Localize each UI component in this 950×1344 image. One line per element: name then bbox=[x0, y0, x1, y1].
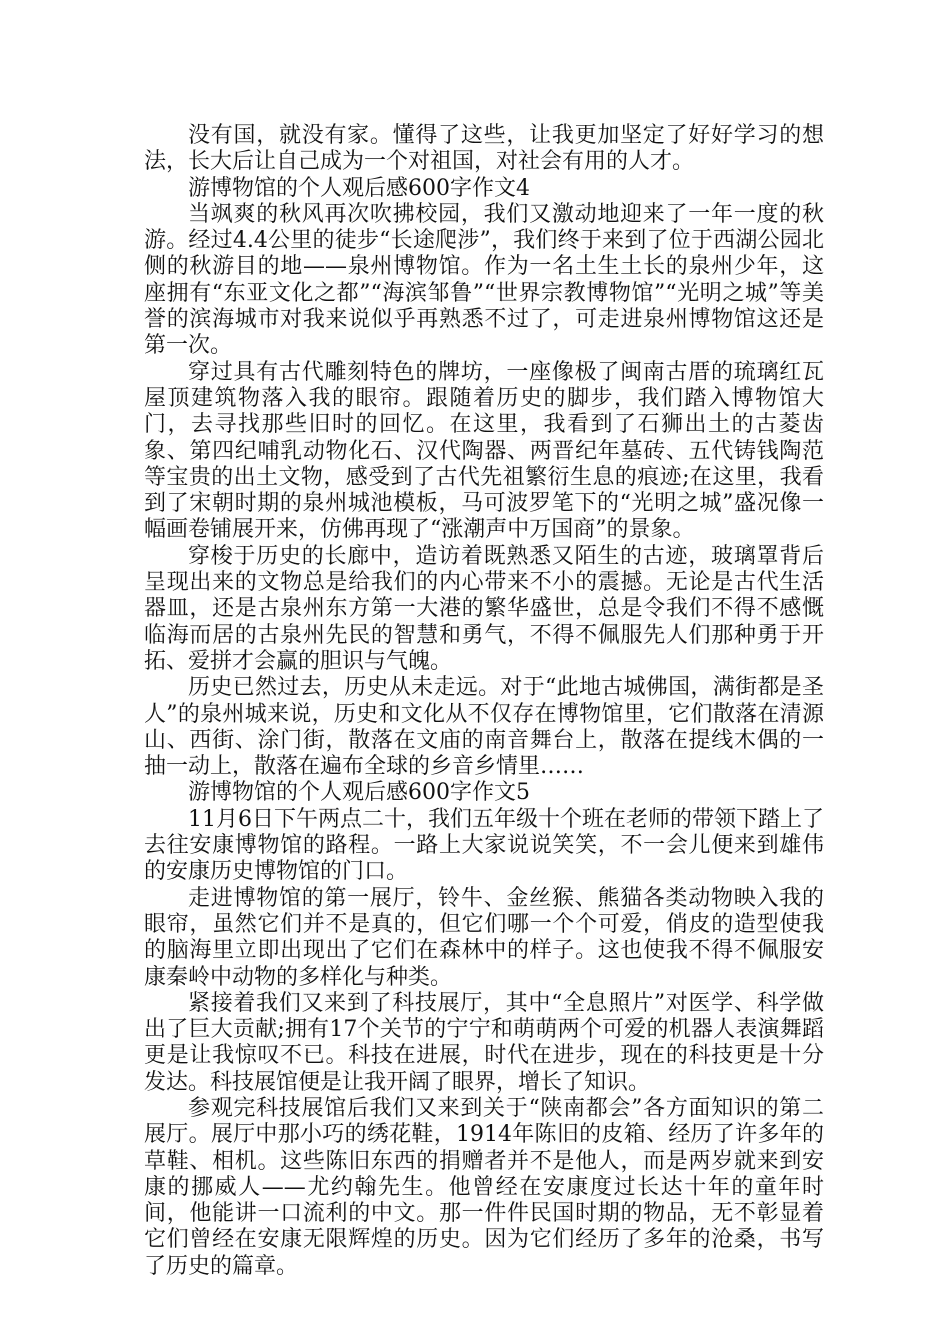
paragraph: 11月6日下午两点二十，我们五年级十个班在老师的带领下踏上了去往安康博物馆的路程。一路上大家说说笑笑，不一会儿便来到雄伟的安康历史博物馆的门口。 bbox=[144, 806, 824, 885]
essay-4-heading: 游博物馆的个人观后感600字作文4 bbox=[188, 175, 530, 201]
paragraph: 紧接着我们又来到了科技展厅，其中“全息照片”对医学、科学做出了巨大贡献;拥有17个关节的宁宁和萌萌两个可爱的机器人表演舞蹈更是让我惊叹不已。科技在进展，时代在进步，现在的科技更是十分发达。科技展馆便是让我开阔了眼界，增长了知识。 bbox=[144, 990, 824, 1095]
essay-5-heading: 游博物馆的个人观后感600字作文5 bbox=[188, 780, 530, 806]
paragraph: 参观完科技展馆后我们又来到关于“陕南都会”各方面知识的第二展厅。展厅中那小巧的绣花鞋，1914年陈旧的皮箱、经历了许多年的草鞋、相机。这些陈旧东西的捐赠者并不是他人，而是两岁就来到安康的挪威人——尤约翰先生。他曾经在安康度过长达十年的童年时间，他能讲一口流利的中文。那一件件民国时期的物品，无不彰显着它们曾经在安康无限辉煌的历史。因为它们经历了多年的沧桑，书写了历史的篇章。 bbox=[144, 1095, 824, 1279]
paragraph: 当飒爽的秋风再次吹拂校园，我们又激动地迎来了一年一度的秋游。经过4.4公里的徒步“长途爬涉”，我们终于来到了位于西湖公园北侧的秋游目的地——泉州博物馆。作为一名土生土长的泉州少年，这座拥有“东亚文化之都”“海滨邹鲁”“世界宗教博物馆”“光明之城”等美誉的滨海城市对我来说似乎再熟悉不过了，可走进泉州博物馆这还是第一次。 bbox=[144, 201, 824, 359]
paragraph-continuation: 没有国，就没有家。懂得了这些，让我更加坚定了好好学习的想法，长大后让自己成为一个对祖国，对社会有用的人才。 bbox=[144, 123, 824, 175]
paragraph: 历史已然过去，历史从未走远。对于“此地古城佛国，满街都是圣人”的泉州城来说，历史和文化从不仅存在博物馆里，它们散落在清源山、西街、涂门街，散落在文庙的南音舞台上，散落在提线木偶的一抽一动上，散落在遍布全球的乡音乡情里…… bbox=[144, 675, 824, 780]
paragraph: 走进博物馆的第一展厅，铃牛、金丝猴、熊猫各类动物映入我的眼帘，虽然它们并不是真的，但它们哪一个个可爱，俏皮的造型使我的脑海里立即出现出了它们在森林中的样子。这也使我不得不佩服安康秦岭中动物的多样化与种类。 bbox=[144, 885, 824, 990]
paragraph: 穿梭于历史的长廊中，造访着既熟悉又陌生的古迹，玻璃罩背后呈现出来的文物总是给我们的内心带来不小的震撼。无论是古代生活器皿，还是古泉州东方第一大港的繁华盛世，总是令我们不得不感慨临海而居的古泉州先民的智慧和勇气，不得不佩服先人们那种勇于开拓、爱拼才会赢的胆识与气魄。 bbox=[144, 543, 824, 674]
paragraph: 穿过具有古代雕刻特色的牌坊，一座像极了闽南古厝的琉璃红瓦屋顶建筑物落入我的眼帘。跟随着历史的脚步，我们踏入博物馆大门，去寻找那些旧时的回忆。在这里，我看到了石狮出土的古菱齿象、第四纪哺乳动物化石、汉代陶器、两晋纪年墓砖、五代铸钱陶范等宝贵的出土文物，感受到了古代先祖繁衍生息的痕迹;在这里，我看到了宋朝时期的泉州城池模板，马可波罗笔下的“光明之城”盛况像一幅画卷铺展开来，仿佛再现了“涨潮声中万国商”的景象。 bbox=[144, 359, 824, 543]
document-body bbox=[144, 123, 824, 1280]
